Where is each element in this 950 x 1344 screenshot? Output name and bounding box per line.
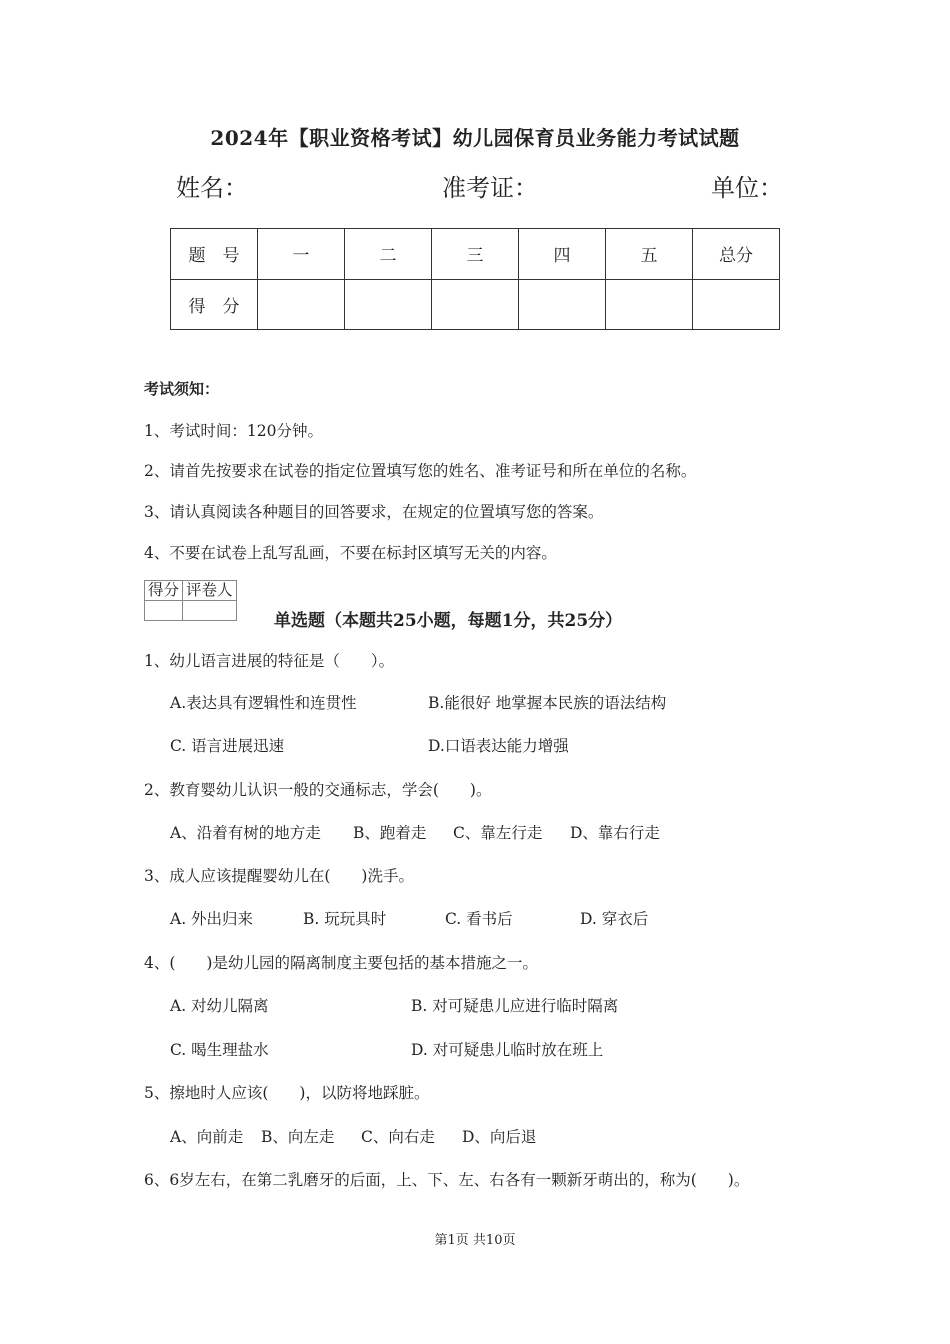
score-input-cell[interactable] [606,279,693,330]
option-d[interactable]: D.口语表达能力增强 [428,737,569,755]
page-footer: 第1页 共10页 [434,1233,516,1248]
score-table [170,228,780,330]
score-table-score-row [171,279,780,330]
score-table-cell: 五 [606,229,693,280]
option-a[interactable]: A. 对幼儿隔离 [170,997,269,1015]
name-label: 姓名： [176,174,248,202]
question-stem: 3、成人应该提醒婴幼儿在( )洗手。 [144,867,414,885]
grader-box [144,580,237,621]
option-d[interactable]: D、向后退 [462,1128,537,1146]
page-title: 2024年【职业资格考试】幼儿园保育员业务能力考试试题 [210,126,740,150]
grader-reviewer-label: 评卷人 [183,581,237,601]
score-input-cell[interactable] [258,279,345,330]
option-b[interactable]: B. 对可疑患儿应进行临时隔离 [411,997,619,1015]
notice-item: 2、请首先按要求在试卷的指定位置填写您的姓名、准考证号和所在单位的名称。 [144,462,697,480]
grader-reviewer-cell[interactable] [183,601,237,621]
question-stem: 4、( )是幼儿园的隔离制度主要包括的基本措施之一。 [144,954,538,972]
option-d[interactable]: D、靠右行走 [570,824,660,842]
question-stem: 5、擦地时人应该( )，以防将地踩脏。 [144,1084,430,1102]
score-table-cell: 总分 [693,229,780,280]
notice-item: 3、请认真阅读各种题目的回答要求，在规定的位置填写您的答案。 [144,503,604,521]
option-a[interactable]: A、向前走 [170,1128,244,1146]
option-c[interactable]: C、靠左行走 [453,824,543,842]
score-table-cell: 四 [519,229,606,280]
option-d[interactable]: D. 穿衣后 [580,910,649,928]
option-a[interactable]: A、沿着有树的地方走 [170,824,321,842]
notice-title: 考试须知： [144,380,220,398]
score-table-cell: 题 号 [171,229,258,280]
question-stem: 6、6岁左右，在第二乳磨牙的后面，上、下、左、右各有一颗新牙萌出的，称为( )。 [144,1171,750,1189]
question-stem: 1、幼儿语言进展的特征是（ ）。 [144,652,395,670]
score-input-cell[interactable] [693,279,780,330]
score-table-cell: 三 [432,229,519,280]
notice-item: 1、考试时间：120分钟。 [144,422,323,440]
option-a[interactable]: A. 外出归来 [170,910,254,928]
option-b[interactable]: B. 玩玩具时 [303,910,387,928]
grader-score-cell[interactable] [145,601,183,621]
section-title: 单选题（本题共25小题，每题1分，共25分） [274,611,623,631]
option-c[interactable]: C. 语言进展迅速 [170,737,285,755]
score-input-cell[interactable] [519,279,606,330]
score-input-cell[interactable] [432,279,519,330]
option-b[interactable]: B.能很好 地掌握本民族的语法结构 [428,694,667,712]
score-table-cell: 二 [345,229,432,280]
option-b[interactable]: B、向左走 [261,1128,335,1146]
option-c[interactable]: C、向右走 [361,1128,435,1146]
option-b[interactable]: B、跑着走 [353,824,427,842]
option-c[interactable]: C. 喝生理盐水 [170,1041,269,1059]
score-table-cell: 一 [258,229,345,280]
score-table-cell: 得 分 [171,279,258,330]
ticket-label: 准考证： [442,174,538,202]
grader-score-label: 得分 [145,581,183,601]
notice-item: 4、不要在试卷上乱写乱画，不要在标封区填写无关的内容。 [144,544,557,562]
unit-label: 单位： [711,174,783,202]
option-c[interactable]: C. 看书后 [445,910,513,928]
score-input-cell[interactable] [345,279,432,330]
option-d[interactable]: D. 对可疑患儿临时放在班上 [411,1041,604,1059]
option-a[interactable]: A.表达具有逻辑性和连贯性 [170,694,357,712]
score-table-header-row [171,229,780,280]
question-stem: 2、教育婴幼儿认识一般的交通标志，学会( )。 [144,781,492,799]
